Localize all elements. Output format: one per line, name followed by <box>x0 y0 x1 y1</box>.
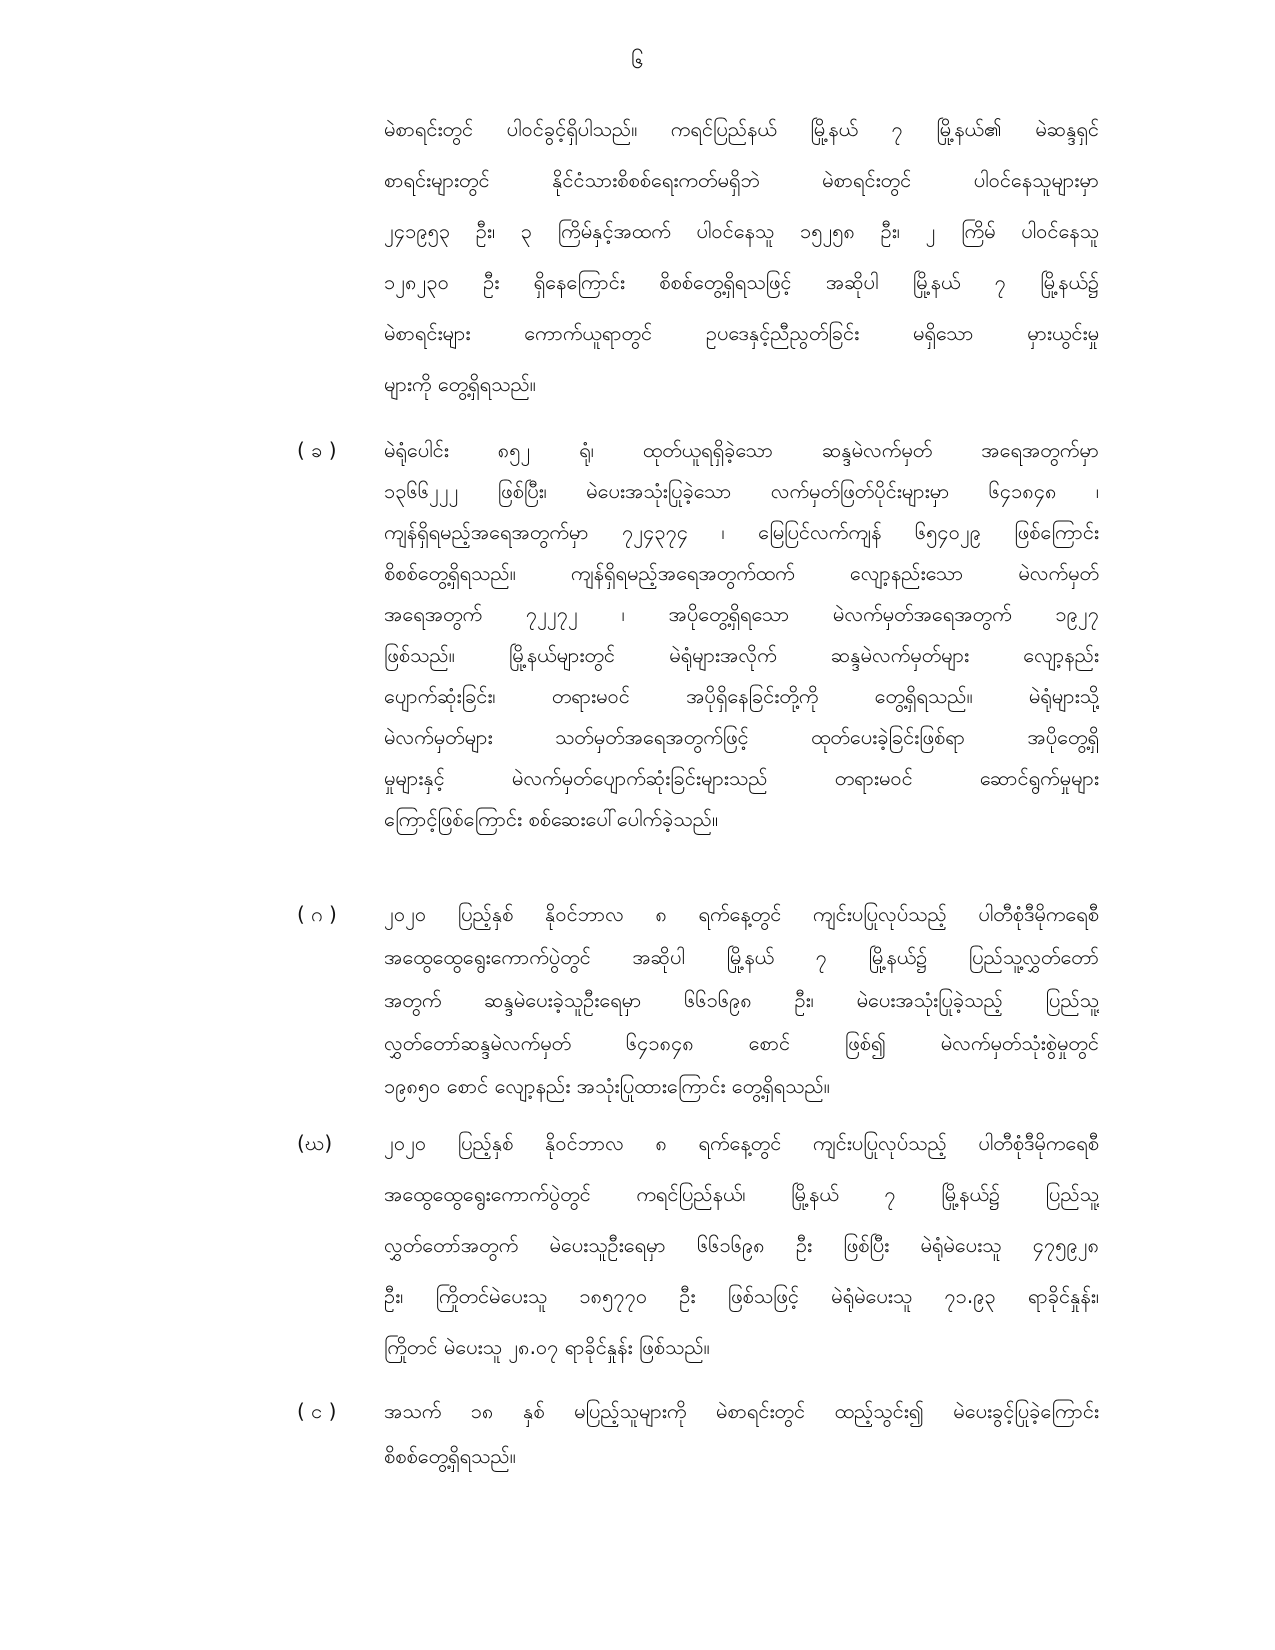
text-line: စာရင်းများတွင် နိုင်ငံသားစိစစ်ရေးကတ်မရှိဘဲ မဲစာရင်းတွင် ပါဝင်နေသူများမှာ <box>384 168 1099 192</box>
text-line: များကို တွေ့ရှိရသည်။ <box>384 372 536 396</box>
text-line: ၁၉၈၅၀ စောင် လျော့နည်း အသုံးပြုထားကြောင်း တွေ့ရှိရသည်။ <box>384 1074 830 1098</box>
text-line: စိစစ်တွေ့ရှိရသည်။ <box>384 1444 516 1468</box>
text-line: ၂၀၂၀ ပြည့်နှစ် နိုဝင်ဘာလ ၈ ရက်နေ့တွင် ကျင်းပပြုလုပ်သည့် ပါတီစုံဒီမိုကရေစီ <box>384 902 1099 926</box>
text-line: ၂၀၂၀ ပြည့်နှစ် နိုဝင်ဘာလ ၈ ရက်နေ့တွင် ကျင်းပပြုလုပ်သည့် ပါတီစုံဒီမိုကရေစီ <box>384 1131 1099 1155</box>
text-line: ပျောက်ဆုံးခြင်း၊ တရားမဝင် အပိုရှိနေခြင်းတို့ကို တွေ့ရှိရသည်။ မဲရုံများသို့ <box>384 684 1099 708</box>
text-line: ၂၄၁၉၅၃ ဦး၊ ၃ ကြိမ်နှင့်အထက် ပါဝင်နေသူ ၁၅၂၅၈ ဦး၊ ၂ ကြိမ် ပါဝင်နေသူ <box>384 219 1099 243</box>
text-line: မဲလက်မှတ်များ သတ်မှတ်အရေအတွက်ဖြင့် ထုတ်ပေးခဲ့ခြင်းဖြစ်ရာ အပိုတွေ့ရှိ <box>384 725 1099 749</box>
item-marker: ( ခ ) <box>297 438 337 462</box>
item-marker: ( င ) <box>297 1399 337 1423</box>
text-line: ကြိုတင် မဲပေးသူ ၂၈.၀၇ ရာခိုင်နှုန်း ဖြစ်သည်။ <box>384 1335 710 1359</box>
text-line: ဖြစ်သည်။ မြို့နယ်များတွင် မဲရုံများအလိုက် ဆန္ဒမဲလက်မှတ်များ လျော့နည်း <box>384 643 1099 667</box>
paragraph-item <box>384 1389 1099 1479</box>
paragraph-continuation <box>384 104 1099 410</box>
text-line: လွှတ်တော်အတွက် မဲပေးသူဦးရေမှာ ၆၆၁၆၉၈ ဦး ဖြစ်ပြီး မဲရုံမဲပေးသူ ၄၇၅၉၂၈ <box>384 1233 1099 1257</box>
text-line: အရေအတွက် ၇၂၂၇၂ ၊ အပိုတွေ့ရှိရသော မဲလက်မှတ်အရေအတွက် ၁၉၂၇ <box>384 602 1099 626</box>
text-line: ကျန်ရှိရမည့်အရေအတွက်မှာ ၇၂၄၃၇၄ ၊ မြေပြင်လက်ကျန် ၆၅၄၀၂၉ ဖြစ်ကြောင်း <box>384 520 1099 544</box>
text-line: ၁၃၆၆၂၂၂ ဖြစ်ပြီး၊ မဲပေးအသုံးပြုခဲ့သော လက်မှတ်ဖြတ်ပိုင်းများမှာ ၆၄၁၈၄၈ ၊ <box>384 479 1099 503</box>
text-line: အထွေထွေရွေးကောက်ပွဲတွင် ကရင်ပြည်နယ်၊ မြို့နယ် ၇ မြို့နယ်၌ ပြည်သူ့ <box>384 1182 1099 1206</box>
text-line: ဦး၊ ကြိုတင်မဲပေးသူ ၁၈၅၇၇၀ ဦး ဖြစ်သဖြင့် မဲရုံမဲပေးသူ ၇၁.၉၃ ရာခိုင်နှုန်း၊ <box>384 1284 1099 1308</box>
text-line: အထွေထွေရွေးကောက်ပွဲတွင် အဆိုပါ မြို့နယ် ၇ မြို့နယ်၌ ပြည်သူ့လွှတ်တော် <box>384 945 1099 969</box>
page-number: ၆ <box>631 49 644 74</box>
paragraph-item <box>384 893 1099 1108</box>
text-line: မဲစာရင်းတွင် ပါဝင်ခွင့်ရှိပါသည်။ ကရင်ပြည်နယ် မြို့နယ် ၇ မြို့နယ်၏ မဲဆန္ဒရှင် <box>384 117 1099 141</box>
text-line: လွှတ်တော်ဆန္ဒမဲလက်မှတ် ၆၄၁၈၄၈ စောင် ဖြစ်၍ မဲလက်မှတ်သုံးစွဲမှုတွင် <box>384 1031 1099 1055</box>
item-marker: ( ဂ ) <box>297 902 337 926</box>
text-line: အသက် ၁၈ နှစ် မပြည့်သူများကို မဲစာရင်းတွင် ထည့်သွင်း၍ မဲပေးခွင့်ပြုခဲ့ကြောင်း <box>384 1399 1099 1423</box>
paragraph-item <box>384 1118 1099 1373</box>
text-line: အတွက် ဆန္ဒမဲပေးခဲ့သူဦးရေမှာ ၆၆၁၆၉၈ ဦး၊ မဲပေးအသုံးပြုခဲ့သည့် ပြည်သူ့ <box>384 988 1099 1012</box>
text-line: ၁၂၈၂၃၀ ဦး ရှိနေကြောင်း စိစစ်တွေ့ရှိရသဖြင့် အဆိုပါ မြို့နယ် ၇ မြို့နယ်၌ <box>384 270 1099 294</box>
text-line: ကြောင့်ဖြစ်ကြောင်း စစ်ဆေးပေါ်ပေါက်ခဲ့သည်။ <box>384 807 719 831</box>
item-marker: (ဃ) <box>297 1131 333 1155</box>
text-line: စိစစ်တွေ့ရှိရသည်။ ကျန်ရှိရမည့်အရေအတွက်ထက် လျော့နည်းသော မဲလက်မှတ် <box>384 561 1099 585</box>
paragraph-item <box>384 430 1099 840</box>
text-line: မှုများနှင့် မဲလက်မှတ်ပျောက်ဆုံးခြင်းများသည် တရားမဝင် ဆောင်ရွက်မှုများ <box>384 766 1099 790</box>
text-line: မဲရုံပေါင်း ၈၅၂ ရုံ၊ ထုတ်ယူရရှိခဲ့သော ဆန္ဒမဲလက်မှတ် အရေအတွက်မှာ <box>384 438 1099 462</box>
text-line: မဲစာရင်းများ ကောက်ယူရာတွင် ဥပဒေနှင့်ညီညွတ်ခြင်း မရှိသော မှားယွင်းမှု <box>384 321 1099 345</box>
